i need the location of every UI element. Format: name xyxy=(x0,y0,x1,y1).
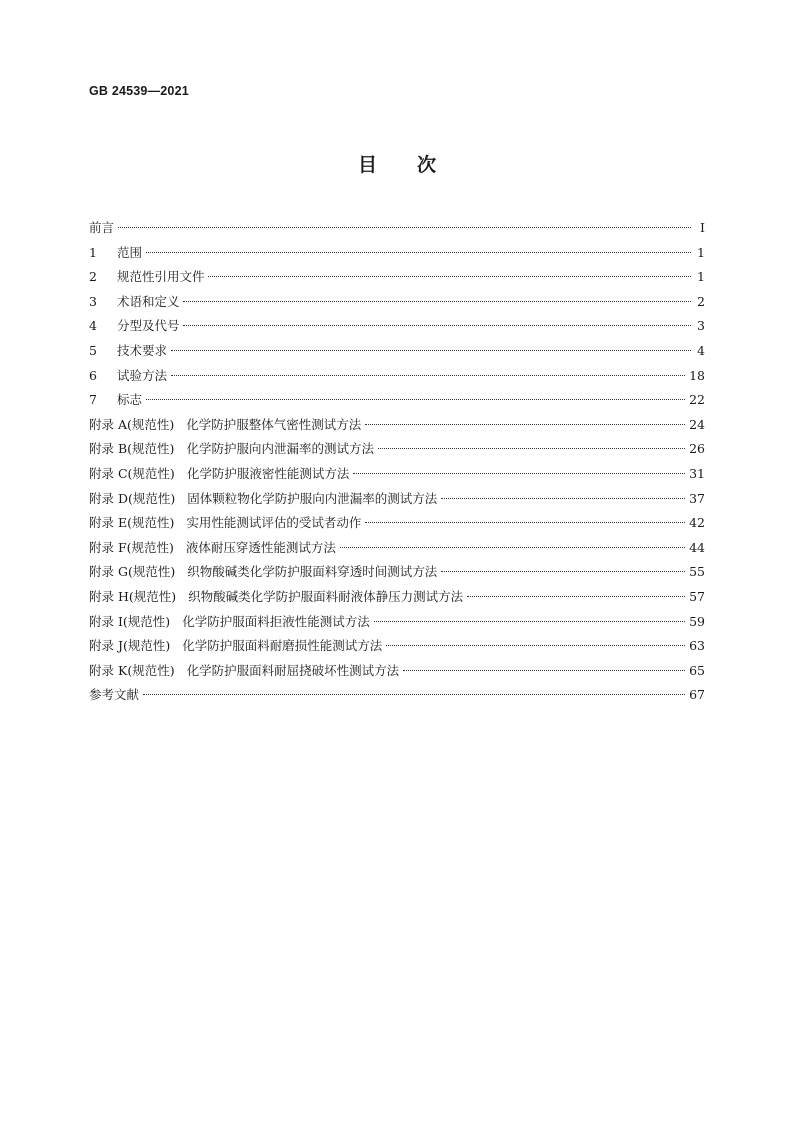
toc-entry-title: 化学防护服整体气密性测试方法 xyxy=(186,416,362,432)
toc-entry-label xyxy=(89,487,437,512)
toc-entry-page: 2 xyxy=(697,293,705,309)
toc-entry-label xyxy=(89,265,204,290)
toc-entry[interactable] xyxy=(89,585,705,610)
toc-entry-number: 附录 C xyxy=(89,465,128,481)
toc-entry-number: 4 xyxy=(89,318,97,334)
toc-entry-label xyxy=(89,560,437,585)
toc-entry-leader xyxy=(183,325,691,326)
title-char-2: 次 xyxy=(417,154,437,176)
toc-entry-title: 前言 xyxy=(89,220,115,235)
toc-entry[interactable] xyxy=(89,634,705,659)
toc-entry-leader xyxy=(340,547,685,548)
toc-entry-number: 附录 B xyxy=(89,441,128,457)
toc-entry-page: 44 xyxy=(689,539,705,555)
table-of-contents xyxy=(89,216,705,708)
toc-entry-leader xyxy=(118,227,691,228)
toc-entry-page: 1 xyxy=(697,244,705,260)
toc-entry-number: 附录 J xyxy=(89,638,123,654)
toc-entry-page: 37 xyxy=(689,490,705,506)
toc-entry-label xyxy=(89,437,374,462)
toc-entry-label xyxy=(89,364,167,389)
toc-entry-number: 1 xyxy=(89,244,97,260)
toc-entry-page: 65 xyxy=(689,662,705,678)
toc-entry-title: 范围 xyxy=(116,244,142,260)
toc-entry[interactable] xyxy=(89,683,705,708)
toc-entry-title: 术语和定义 xyxy=(116,293,180,309)
toc-entry-label xyxy=(89,536,336,561)
toc-entry[interactable] xyxy=(89,487,705,512)
toc-entry-label xyxy=(89,241,142,266)
toc-entry-leader xyxy=(353,473,685,474)
toc-entry-annex-type: (规范性) xyxy=(128,588,177,604)
toc-entry-page: 63 xyxy=(689,638,705,654)
toc-entry-page: 57 xyxy=(689,588,705,604)
toc-entry-leader xyxy=(171,375,685,376)
toc-entry-title: 分型及代号 xyxy=(116,318,180,334)
toc-entry-leader xyxy=(378,448,685,449)
toc-entry-annex-type: (规范性) xyxy=(128,490,176,506)
toc-entry-number: 附录 K xyxy=(89,662,128,678)
toc-entry[interactable] xyxy=(89,241,705,266)
toc-entry-annex-type: (规范性) xyxy=(126,539,174,555)
toc-entry-label xyxy=(89,659,399,684)
toc-entry-label xyxy=(89,413,361,438)
toc-entry-label xyxy=(89,462,349,487)
toc-entry-title: 试验方法 xyxy=(116,367,167,383)
toc-entry[interactable] xyxy=(89,659,705,684)
toc-entry-annex-type: (规范性) xyxy=(127,441,175,457)
toc-entry-title: 规范性引用文件 xyxy=(116,269,205,285)
toc-entry-annex-type: (规范性) xyxy=(122,613,171,629)
toc-entry-number: 3 xyxy=(89,293,97,309)
toc-entry-label xyxy=(89,683,139,708)
toc-entry-title: 化学防护服面料拒液性能测试方法 xyxy=(182,613,370,629)
toc-entry-annex-type: (规范性) xyxy=(127,564,176,580)
toc-entry-leader xyxy=(171,350,691,351)
toc-entry-title: 液体耐压穿透性能测试方法 xyxy=(185,539,336,555)
toc-entry-label xyxy=(89,216,114,241)
toc-entry-number: 附录 H xyxy=(89,588,129,604)
toc-entry-number: 6 xyxy=(89,367,97,383)
toc-entry-number: 附录 G xyxy=(89,564,128,580)
toc-entry[interactable] xyxy=(89,339,705,364)
toc-entry-title: 技术要求 xyxy=(116,342,167,358)
toc-entry-number: 附录 A xyxy=(89,416,128,432)
toc-entry-annex-type: (规范性) xyxy=(127,662,175,678)
toc-entry-title: 化学防护服面料耐磨损性能测试方法 xyxy=(182,638,383,654)
toc-entry-annex-type: (规范性) xyxy=(123,638,171,654)
toc-entry[interactable] xyxy=(89,364,705,389)
toc-entry-number: 5 xyxy=(89,342,97,358)
toc-entry-page: 22 xyxy=(689,392,705,408)
toc-entry-annex-type: (规范性) xyxy=(127,465,175,481)
toc-entry[interactable] xyxy=(89,437,705,462)
toc-entry-title: 织物酸碱类化学防护服面料穿透时间测试方法 xyxy=(187,564,438,580)
toc-entry-title: 化学防护服向内泄漏率的测试方法 xyxy=(186,441,374,457)
toc-entry-leader xyxy=(143,694,685,695)
toc-entry[interactable] xyxy=(89,216,705,241)
toc-entry-title: 固体颗粒物化学防护服向内泄漏率的测试方法 xyxy=(187,490,438,506)
toc-entry-number: 附录 E xyxy=(89,515,128,531)
toc-entry-annex-type: (规范性) xyxy=(127,416,175,432)
toc-entry[interactable] xyxy=(89,610,705,635)
toc-entry-leader xyxy=(146,399,685,400)
toc-entry-leader xyxy=(374,621,685,622)
standard-code: GB 24539—2021 xyxy=(89,84,189,98)
toc-entry-leader xyxy=(365,424,685,425)
toc-entry-title: 实用性能测试评估的受试者动作 xyxy=(186,515,362,531)
page-title xyxy=(0,150,794,177)
toc-entry-leader xyxy=(365,522,685,523)
toc-entry-annex-type: (规范性) xyxy=(127,515,175,531)
toc-entry-page: 31 xyxy=(689,465,705,481)
toc-entry-title: 化学防护服液密性能测试方法 xyxy=(186,465,350,481)
toc-entry[interactable] xyxy=(89,388,705,413)
toc-entry[interactable] xyxy=(89,290,705,315)
toc-entry-label xyxy=(89,314,179,339)
toc-entry-label xyxy=(89,634,382,659)
toc-entry-label xyxy=(89,511,361,536)
toc-entry-label xyxy=(89,388,142,413)
toc-entry[interactable] xyxy=(89,413,705,438)
toc-entry-title: 化学防护服面料耐屈挠破坏性测试方法 xyxy=(186,662,400,678)
toc-entry-page: 24 xyxy=(689,416,705,432)
toc-entry[interactable] xyxy=(89,560,705,585)
toc-entry[interactable] xyxy=(89,265,705,290)
toc-entry-leader xyxy=(386,645,685,646)
toc-entry-leader xyxy=(183,301,691,302)
toc-entry-title: 织物酸碱类化学防护服面料耐液体静压力测试方法 xyxy=(188,588,464,604)
toc-entry-page: 59 xyxy=(689,613,705,629)
toc-entry-leader xyxy=(467,596,685,597)
toc-entry-page: 55 xyxy=(689,564,705,580)
toc-entry-page: 4 xyxy=(697,342,705,358)
toc-entry-page: 67 xyxy=(689,687,705,703)
toc-entry-page: 26 xyxy=(689,441,705,457)
toc-entry-number: 2 xyxy=(89,269,97,285)
toc-entry-leader xyxy=(403,670,685,671)
toc-entry-number: 附录 F xyxy=(89,539,127,555)
toc-entry-label xyxy=(89,290,179,315)
toc-entry-title: 参考文献 xyxy=(89,687,140,703)
toc-entry-label xyxy=(89,610,370,635)
toc-entry-page: 1 xyxy=(697,269,705,285)
toc-entry[interactable] xyxy=(89,536,705,561)
toc-entry-page: 18 xyxy=(689,367,705,383)
toc-entry-leader xyxy=(441,571,685,572)
toc-entry-number: 附录 D xyxy=(89,490,128,506)
toc-entry-number: 附录 I xyxy=(89,613,123,629)
toc-entry-label xyxy=(89,339,167,364)
toc-entry[interactable] xyxy=(89,511,705,536)
toc-entry-label xyxy=(89,585,463,610)
toc-entry-leader xyxy=(208,276,691,277)
title-char-1: 目 xyxy=(357,154,377,176)
toc-entry-title: 标志 xyxy=(116,392,142,408)
toc-entry[interactable] xyxy=(89,462,705,487)
toc-entry-page: 3 xyxy=(697,318,705,334)
toc-entry-page: 42 xyxy=(689,515,705,531)
toc-entry-leader xyxy=(441,498,685,499)
toc-entry-number: 7 xyxy=(89,392,97,408)
toc-entry[interactable] xyxy=(89,314,705,339)
toc-entry-page: Ⅰ xyxy=(700,220,705,235)
toc-entry-leader xyxy=(146,252,691,253)
